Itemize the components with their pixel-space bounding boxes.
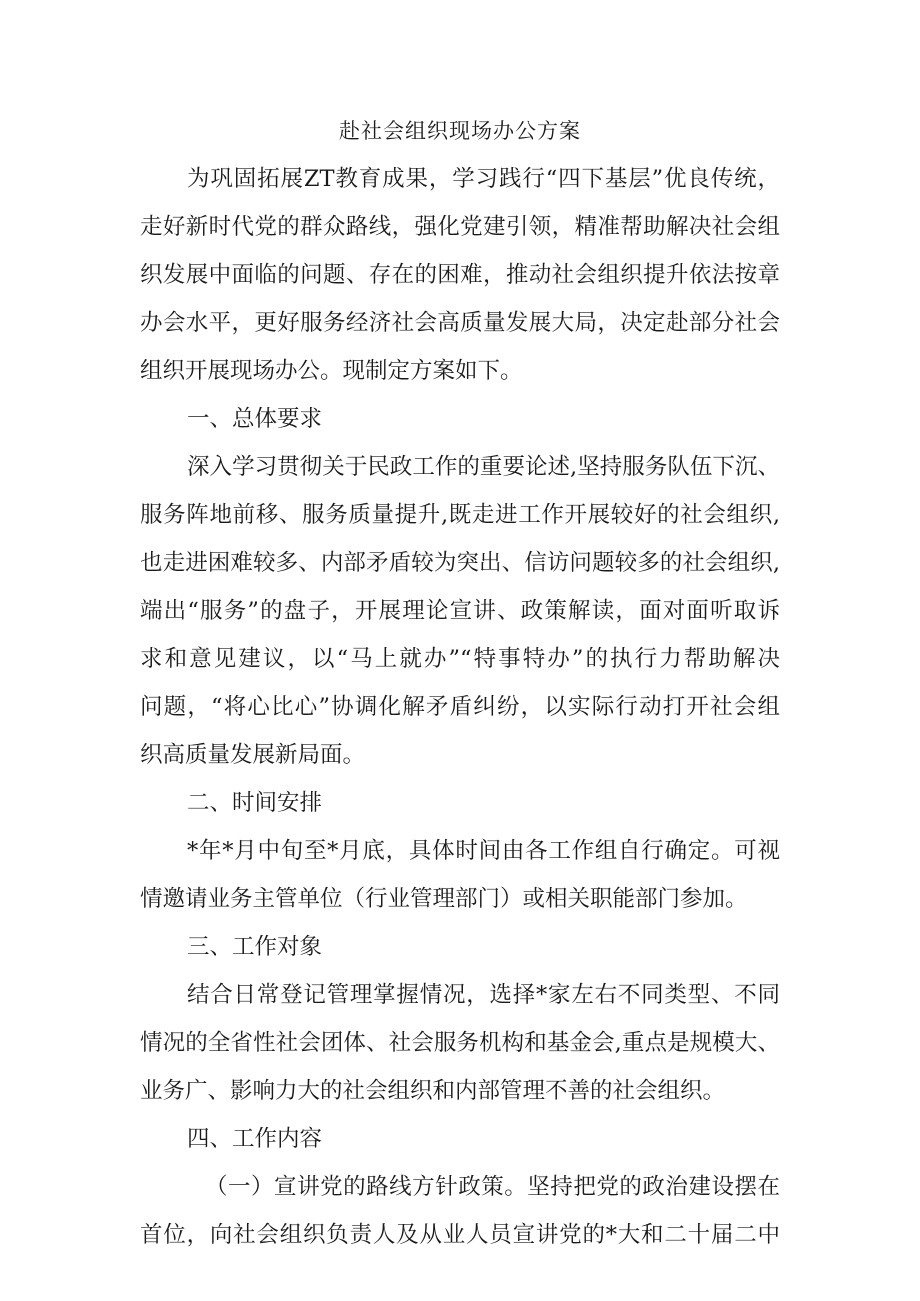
section4-line-1: （一）宣讲党的路线方针政策。坚持把党的政治建设摆在 [205, 1174, 780, 1200]
intro-line-2: 走好新时代党的群众路线，强化党建引领，精准帮助解决社会组 [140, 214, 780, 240]
section3-line-1: 结合日常登记管理掌握情况，选择*家左右不同类型、不同 [187, 982, 780, 1008]
document-title: 赴社会组织现场办公方案 [339, 119, 581, 143]
section2-line-1: *年*月中旬至*月底，具体时间由各工作组自行确定。可视 [187, 838, 780, 864]
section1-line-6: 问题，“将心比心”协调化解矛盾纠纷，以实际行动打开社会组 [140, 694, 780, 720]
section3-line-3: 业务广、影响力大的社会组织和内部管理不善的社会组织。 [140, 1078, 726, 1104]
section-heading-work-content: 四、工作内容 [187, 1126, 323, 1152]
section1-line-1: 深入学习贯彻关于民政工作的重要论述,坚持服务队伍下沉、 [187, 454, 780, 480]
section1-line-3: 也走进困难较多、内部矛盾较为突出、信访问题较多的社会组织, [140, 550, 780, 576]
section4-line-2: 首位，向社会组织负责人及从业人员宣讲党的*大和二十届二中 [140, 1222, 780, 1248]
intro-line-5: 组织开展现场办公。现制定方案如下。 [140, 358, 523, 384]
section-heading-schedule: 二、时间安排 [187, 790, 323, 816]
intro-line-1: 为巩固拓展ZT教育成果，学习践行“四下基层”优良传统， [187, 166, 780, 192]
section1-line-4: 端出“服务”的盘子，开展理论宣讲、政策解读，面对面听取诉 [140, 598, 780, 624]
section1-line-2: 服务阵地前移、服务质量提升,既走进工作开展较好的社会组织, [140, 502, 780, 528]
section1-line-5: 求和意见建议，以“马上就办”“特事特办”的执行力帮助解决 [140, 646, 780, 672]
section-heading-overall-requirements: 一、总体要求 [187, 406, 323, 432]
intro-line-3: 织发展中面临的问题、存在的困难，推动社会组织提升依法按章 [140, 262, 780, 288]
section2-line-2: 情邀请业务主管单位（行业管理部门）或相关职能部门参加。 [140, 886, 748, 912]
section1-line-7: 织高质量发展新局面。 [140, 742, 366, 768]
section3-line-2: 情况的全省性社会团体、社会服务机构和基金会,重点是规模大、 [140, 1030, 780, 1056]
intro-line-4: 办会水平，更好服务经济社会高质量发展大局，决定赴部分社会 [140, 310, 780, 336]
section-heading-work-targets: 三、工作对象 [187, 934, 323, 960]
